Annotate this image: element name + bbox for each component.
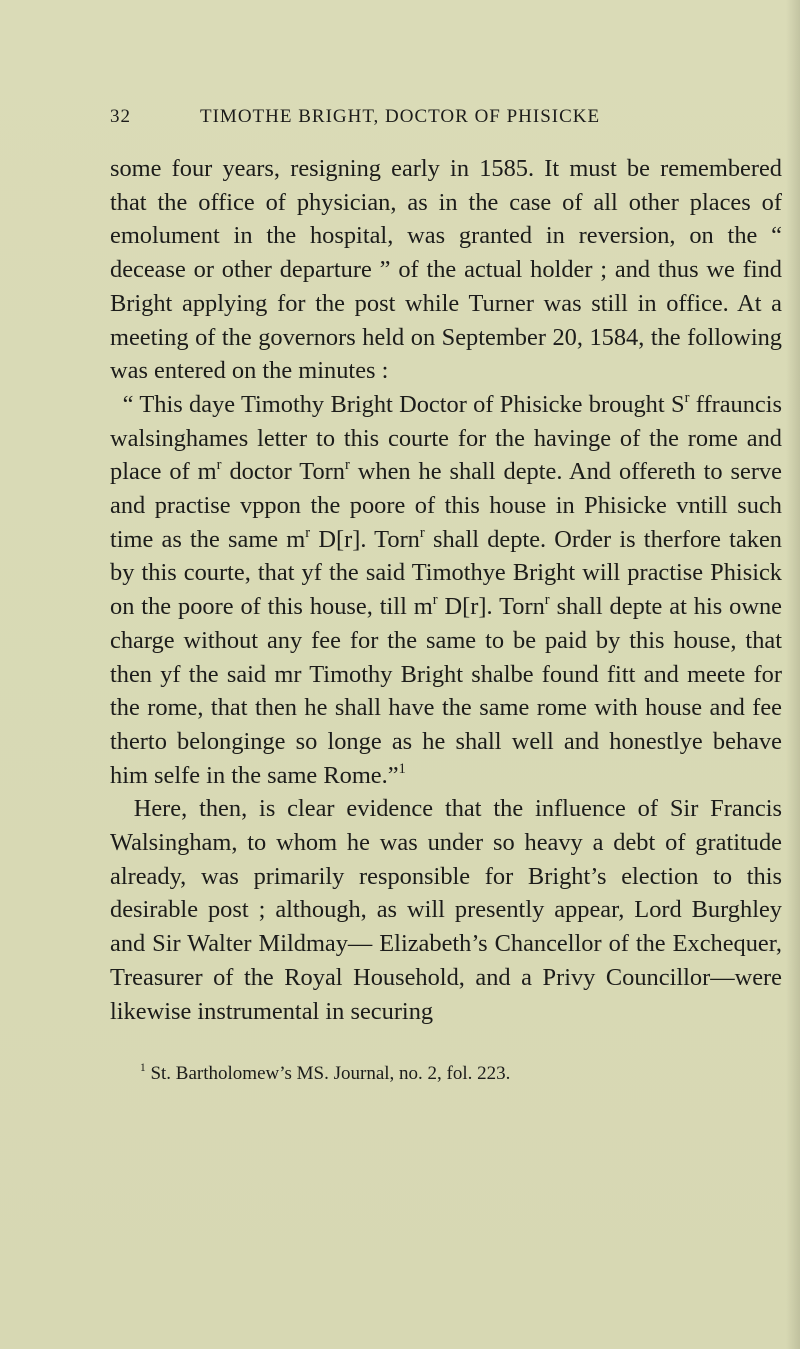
footnote-text: St. Bartholomew’s MS. Journal, no. 2, fol. 223. — [145, 1063, 511, 1084]
footnote-marker: 1 — [140, 1062, 146, 1075]
paragraph-2: Here, then, is clear evidence that the influence of Sir Francis Walsingham, to whom he was under so heavy a debt of gratitude already, was primarily responsible for Bright’s election to this desirable post ; although, as will presently appear, Lord Burghley and Sir Walter Mildmay— Elizabeth’s Chancellor of the Exchequer, Treasurer of the Royal Household, and a Privy Councillor—were likewise instrumental in securing — [110, 795, 782, 1025]
page-edge-shadow — [786, 0, 800, 1349]
body-text — [110, 152, 782, 1028]
running-head: TIMOTHE BRIGHT, DOCTOR OF PHISICKE — [200, 106, 601, 127]
page-number: 32 — [110, 106, 131, 127]
page-header — [110, 106, 782, 136]
quoted-minutes: “ This daye Timothy Bright Doctor of Phisicke brought $S^r$ ffrauncis walsinghames letter to this courte for the havinge of the rome and place of $m^r$ doctor Torn$^r$ when he shall depte. And offereth to serve and practise vppon the poore of this house in Phisicke vntill such time as the same $m^r$ D[r]. Torn$^r$ shall depte. Order is therfore taken by this courte, that yf the said Timothye Bright will practise Phisick on the poore of this house, till $m^r$ D[r]. Torn$^r$ shall depte at his owne charge without any fee for the same to be paid by this house, that then yf the said mr Timothy Bright shalbe found fitt and meete for the rome, that then he shall have the same rome with house and fee therto belonginge so longe as he shall well and honestlye behave him selfe in the same Rome.”$^1$ — [110, 389, 782, 789]
footnote-reference: 1 — [398, 760, 406, 777]
paragraph-1: some four years, resigning early in 1585. It must be remembered that the office of physician, as in the case of all other places of emolument in the hospital, was granted in reversion, on the “ decease or other departure ” of the actual holder ; and thus we find Bright applying for the post while Turner was still in office. At a meeting of the governors held on September 20, 1584, the following was entered on the minutes : — [110, 155, 782, 385]
footnote — [140, 1062, 780, 1086]
